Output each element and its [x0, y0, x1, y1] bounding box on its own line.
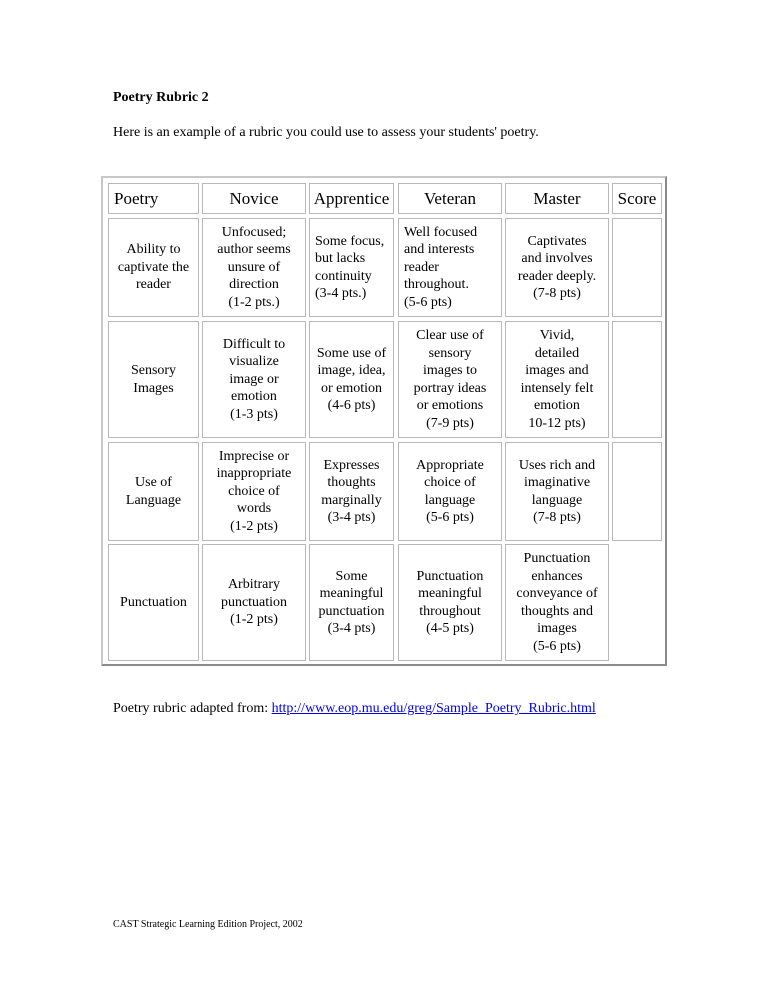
cell-veteran: Punctuation meaningful throughout (4-5 pts) [398, 544, 502, 661]
intro-text: Here is an example of a rubric you could use to assess your students' poetry. [113, 125, 539, 140]
cell-score [612, 442, 662, 541]
page-title: Poetry Rubric 2 [113, 90, 209, 105]
cell-master: Captivates and involves reader deeply. (7-8 pts) [505, 218, 609, 317]
cell-novice: Imprecise or inappropriate choice of words (1-2 pts) [202, 442, 306, 541]
cell-veteran: Clear use of sensory images to portray ideas or emotions (7-9 pts) [398, 321, 502, 438]
cell-master: Vivid, detailed images and intensely felt emotion 10-12 pts) [505, 321, 609, 438]
cell-master: Punctuation enhances conveyance of thoughts and images (5-6 pts) [505, 544, 609, 661]
source-credit [113, 701, 596, 717]
criterion-captivate: Ability to captivate the reader [108, 218, 199, 317]
source-prefix: Poetry rubric adapted from: [113, 701, 272, 716]
cell-apprentice: Some focus, but lacks continuity (3-4 pts.) [309, 218, 394, 317]
header-veteran: Veteran [398, 183, 502, 214]
criterion-use-of-language: Use of Language [108, 442, 199, 541]
cell-apprentice: Expresses thoughts marginally (3-4 pts) [309, 442, 394, 541]
cell-veteran: Well focused and interests reader throughout. (5-6 pts) [398, 218, 502, 317]
cell-apprentice: Some meaningful punctuation (3-4 pts) [309, 544, 394, 661]
cell-novice: Arbitrary punctuation (1-2 pts) [202, 544, 306, 661]
cell-veteran: Appropriate choice of language (5-6 pts) [398, 442, 502, 541]
header-score: Score [612, 183, 662, 214]
header-master: Master [505, 183, 609, 214]
rubric-table [101, 176, 667, 666]
cell-master: Uses rich and imaginative language (7-8 pts) [505, 442, 609, 541]
footer-text: CAST Strategic Learning Edition Project, 2002 [113, 919, 303, 930]
header-novice: Novice [202, 183, 306, 214]
header-poetry: Poetry [108, 183, 199, 214]
cell-novice: Difficult to visualize image or emotion (1-3 pts) [202, 321, 306, 438]
cell-novice: Unfocused; author seems unsure of direction (1-2 pts.) [202, 218, 306, 317]
criterion-punctuation: Punctuation [108, 544, 199, 661]
cell-score [612, 321, 662, 438]
criterion-sensory-images: Sensory Images [108, 321, 199, 438]
source-link[interactable]: http://www.eop.mu.edu/greg/Sample_Poetry_Rubric.html [271, 701, 596, 716]
cell-apprentice: Some use of image, idea, or emotion (4-6 pts) [309, 321, 394, 438]
cell-score [612, 218, 662, 317]
header-apprentice: Apprentice [309, 183, 394, 214]
cell-score [612, 544, 662, 661]
